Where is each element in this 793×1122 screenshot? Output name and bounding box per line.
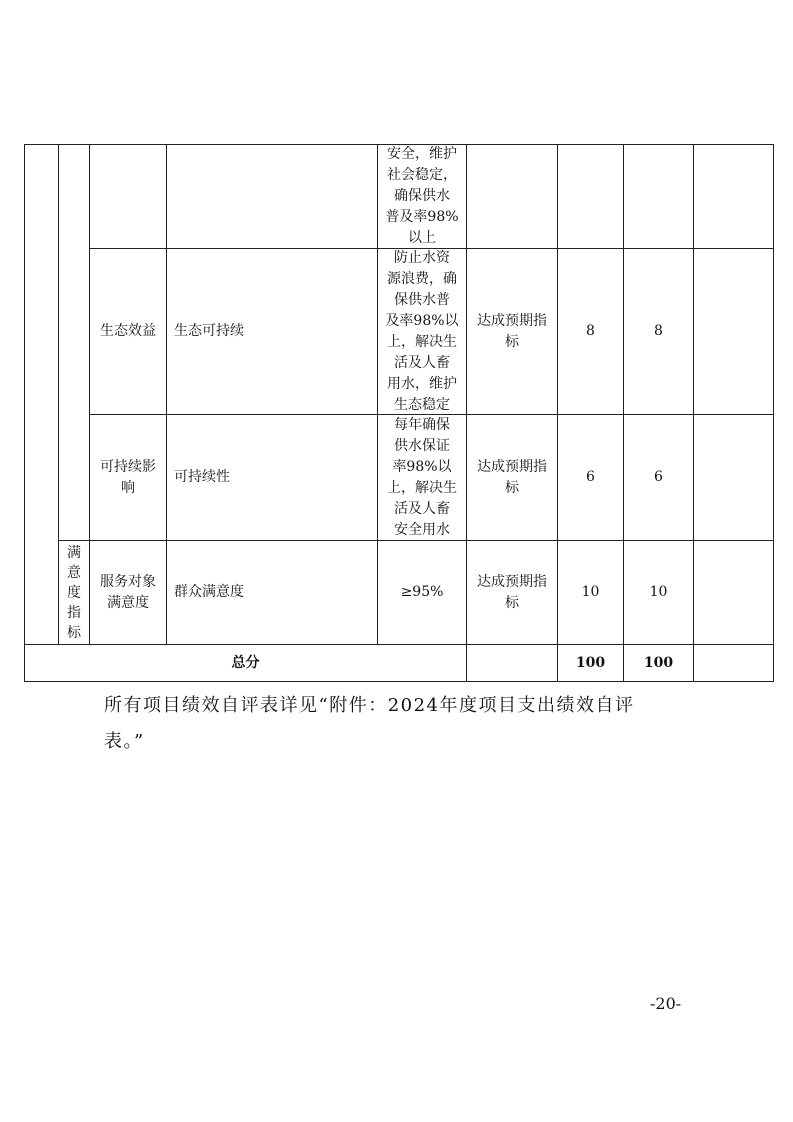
cell-indicator-value: 每年确保 供水保证 率98%以 上，解决生 活及人畜 安全用水 [387, 416, 457, 538]
cell-indicator-value: 防止水资 源浪费，确 保供水普 及率98%以 上，解决生 活及人畜 用水，维护 生态稳定 [385, 249, 459, 413]
cell-indicator-value: 安全，维护 社会稳定， 确保供水 普及率98% 以上 [385, 146, 459, 246]
cell-actual-value: 达成预期指 标 [477, 312, 547, 350]
cell-secondary-indicator: 生态效益 [100, 323, 156, 339]
total-label: 总分 [231, 654, 260, 671]
body-paragraph-line-1: 所有项目绩效自评表详见“附件：2024年度项目支出绩效自评 [104, 695, 635, 716]
cell-self-score: 10 [649, 584, 668, 600]
cell-actual-value: 达成预期指 标 [477, 573, 547, 611]
total-self-score: 100 [643, 654, 674, 671]
cell-actual-value: 达成预期指 标 [477, 458, 547, 496]
cell-self-score: 6 [654, 469, 663, 485]
cell-secondary-indicator: 可持续影 响 [100, 458, 156, 496]
page-number: -20- [650, 994, 682, 1013]
cell-secondary-indicator: 服务对象 满意度 [100, 573, 156, 611]
cell-full-score: 8 [586, 323, 595, 339]
cell-full-score: 6 [586, 469, 595, 485]
cell-tertiary-indicator: 可持续性 [174, 469, 230, 485]
body-paragraph-line-2: 表。” [104, 731, 145, 752]
cell-full-score: 10 [581, 584, 600, 600]
cell-primary-indicator: 满 意 度 指 标 [67, 544, 81, 641]
total-full-score: 100 [575, 654, 606, 671]
cell-tertiary-indicator: 群众满意度 [174, 584, 244, 600]
cell-self-score: 8 [654, 323, 663, 339]
cell-indicator-value: ≥95% [400, 584, 444, 600]
cell-tertiary-indicator: 生态可持续 [174, 323, 244, 339]
